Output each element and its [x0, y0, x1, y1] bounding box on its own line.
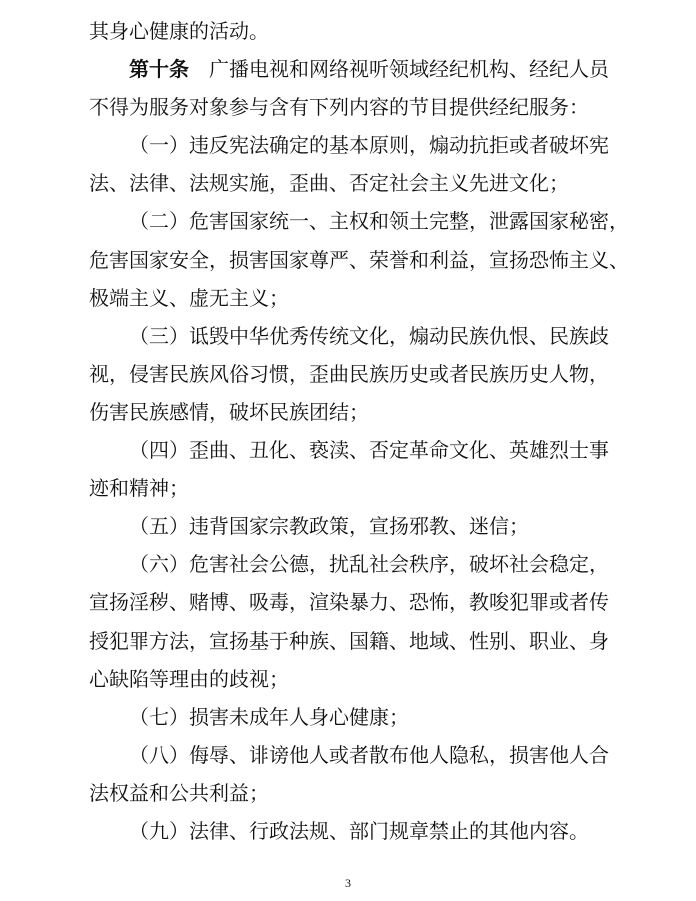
text-line: 其身心健康的活动。 [89, 19, 269, 43]
clause-seven-line: （七）损害未成年人身心健康； [129, 704, 409, 729]
text-line: 法权益和公共利益； [89, 780, 269, 805]
article-ten-heading-line: 第十条 广播电视和网络视听领域经纪机构、经纪人员 [129, 57, 609, 82]
document-body [89, 12, 629, 850]
text-line: 心缺陷等理由的歧视； [89, 666, 289, 691]
text-line: 宣扬淫秽、赌博、吸毒，渲染暴力、恐怖，教唆犯罪或者传 [89, 590, 609, 615]
clause-two-line: （二）危害国家统一、主权和领土完整，泄露国家秘密， [129, 209, 629, 234]
clause-one-line: （一）违反宪法确定的基本原则，煽动抗拒或者破坏宪 [129, 133, 609, 158]
text-line: 危害国家安全，损害国家尊严、荣誉和利益，宣扬恐怖主义、 [89, 247, 629, 272]
text-line: 不得为服务对象参与含有下列内容的节目提供经纪服务： [89, 95, 589, 120]
article-number: 第十条 [129, 57, 189, 82]
clause-four-line: （四）歪曲、丑化、亵渎、否定革命文化、英雄烈士事 [129, 438, 609, 463]
text-line: 授犯罪方法，宣扬基于种族、国籍、地域、性别、职业、身 [89, 628, 609, 653]
clause-six-line: （六）危害社会公德，扰乱社会秩序，破坏社会稳定， [129, 552, 609, 577]
page-number: 3 [345, 876, 351, 890]
clause-eight-line: （八）侮辱、诽谤他人或者散布他人隐私，损害他人合 [129, 742, 609, 767]
text-line: 伤害民族感情，破坏民族团结； [89, 399, 369, 424]
text-line: 法、法律、法规实施，歪曲、否定社会主义先进文化； [89, 171, 569, 196]
text-line: 迹和精神； [89, 476, 189, 501]
clause-five-line: （五）违背国家宗教政策，宣扬邪教、迷信； [129, 514, 529, 539]
clause-nine-line: （九）法律、行政法规、部门规章禁止的其他内容。 [129, 818, 589, 843]
clause-three-line: （三）诋毁中华优秀传统文化，煽动民族仇恨、民族歧 [129, 323, 609, 348]
text-line: 极端主义、虚无主义； [89, 285, 289, 310]
text-line: 视，侵害民族风俗习惯，歪曲民族历史或者民族历史人物， [89, 361, 609, 386]
